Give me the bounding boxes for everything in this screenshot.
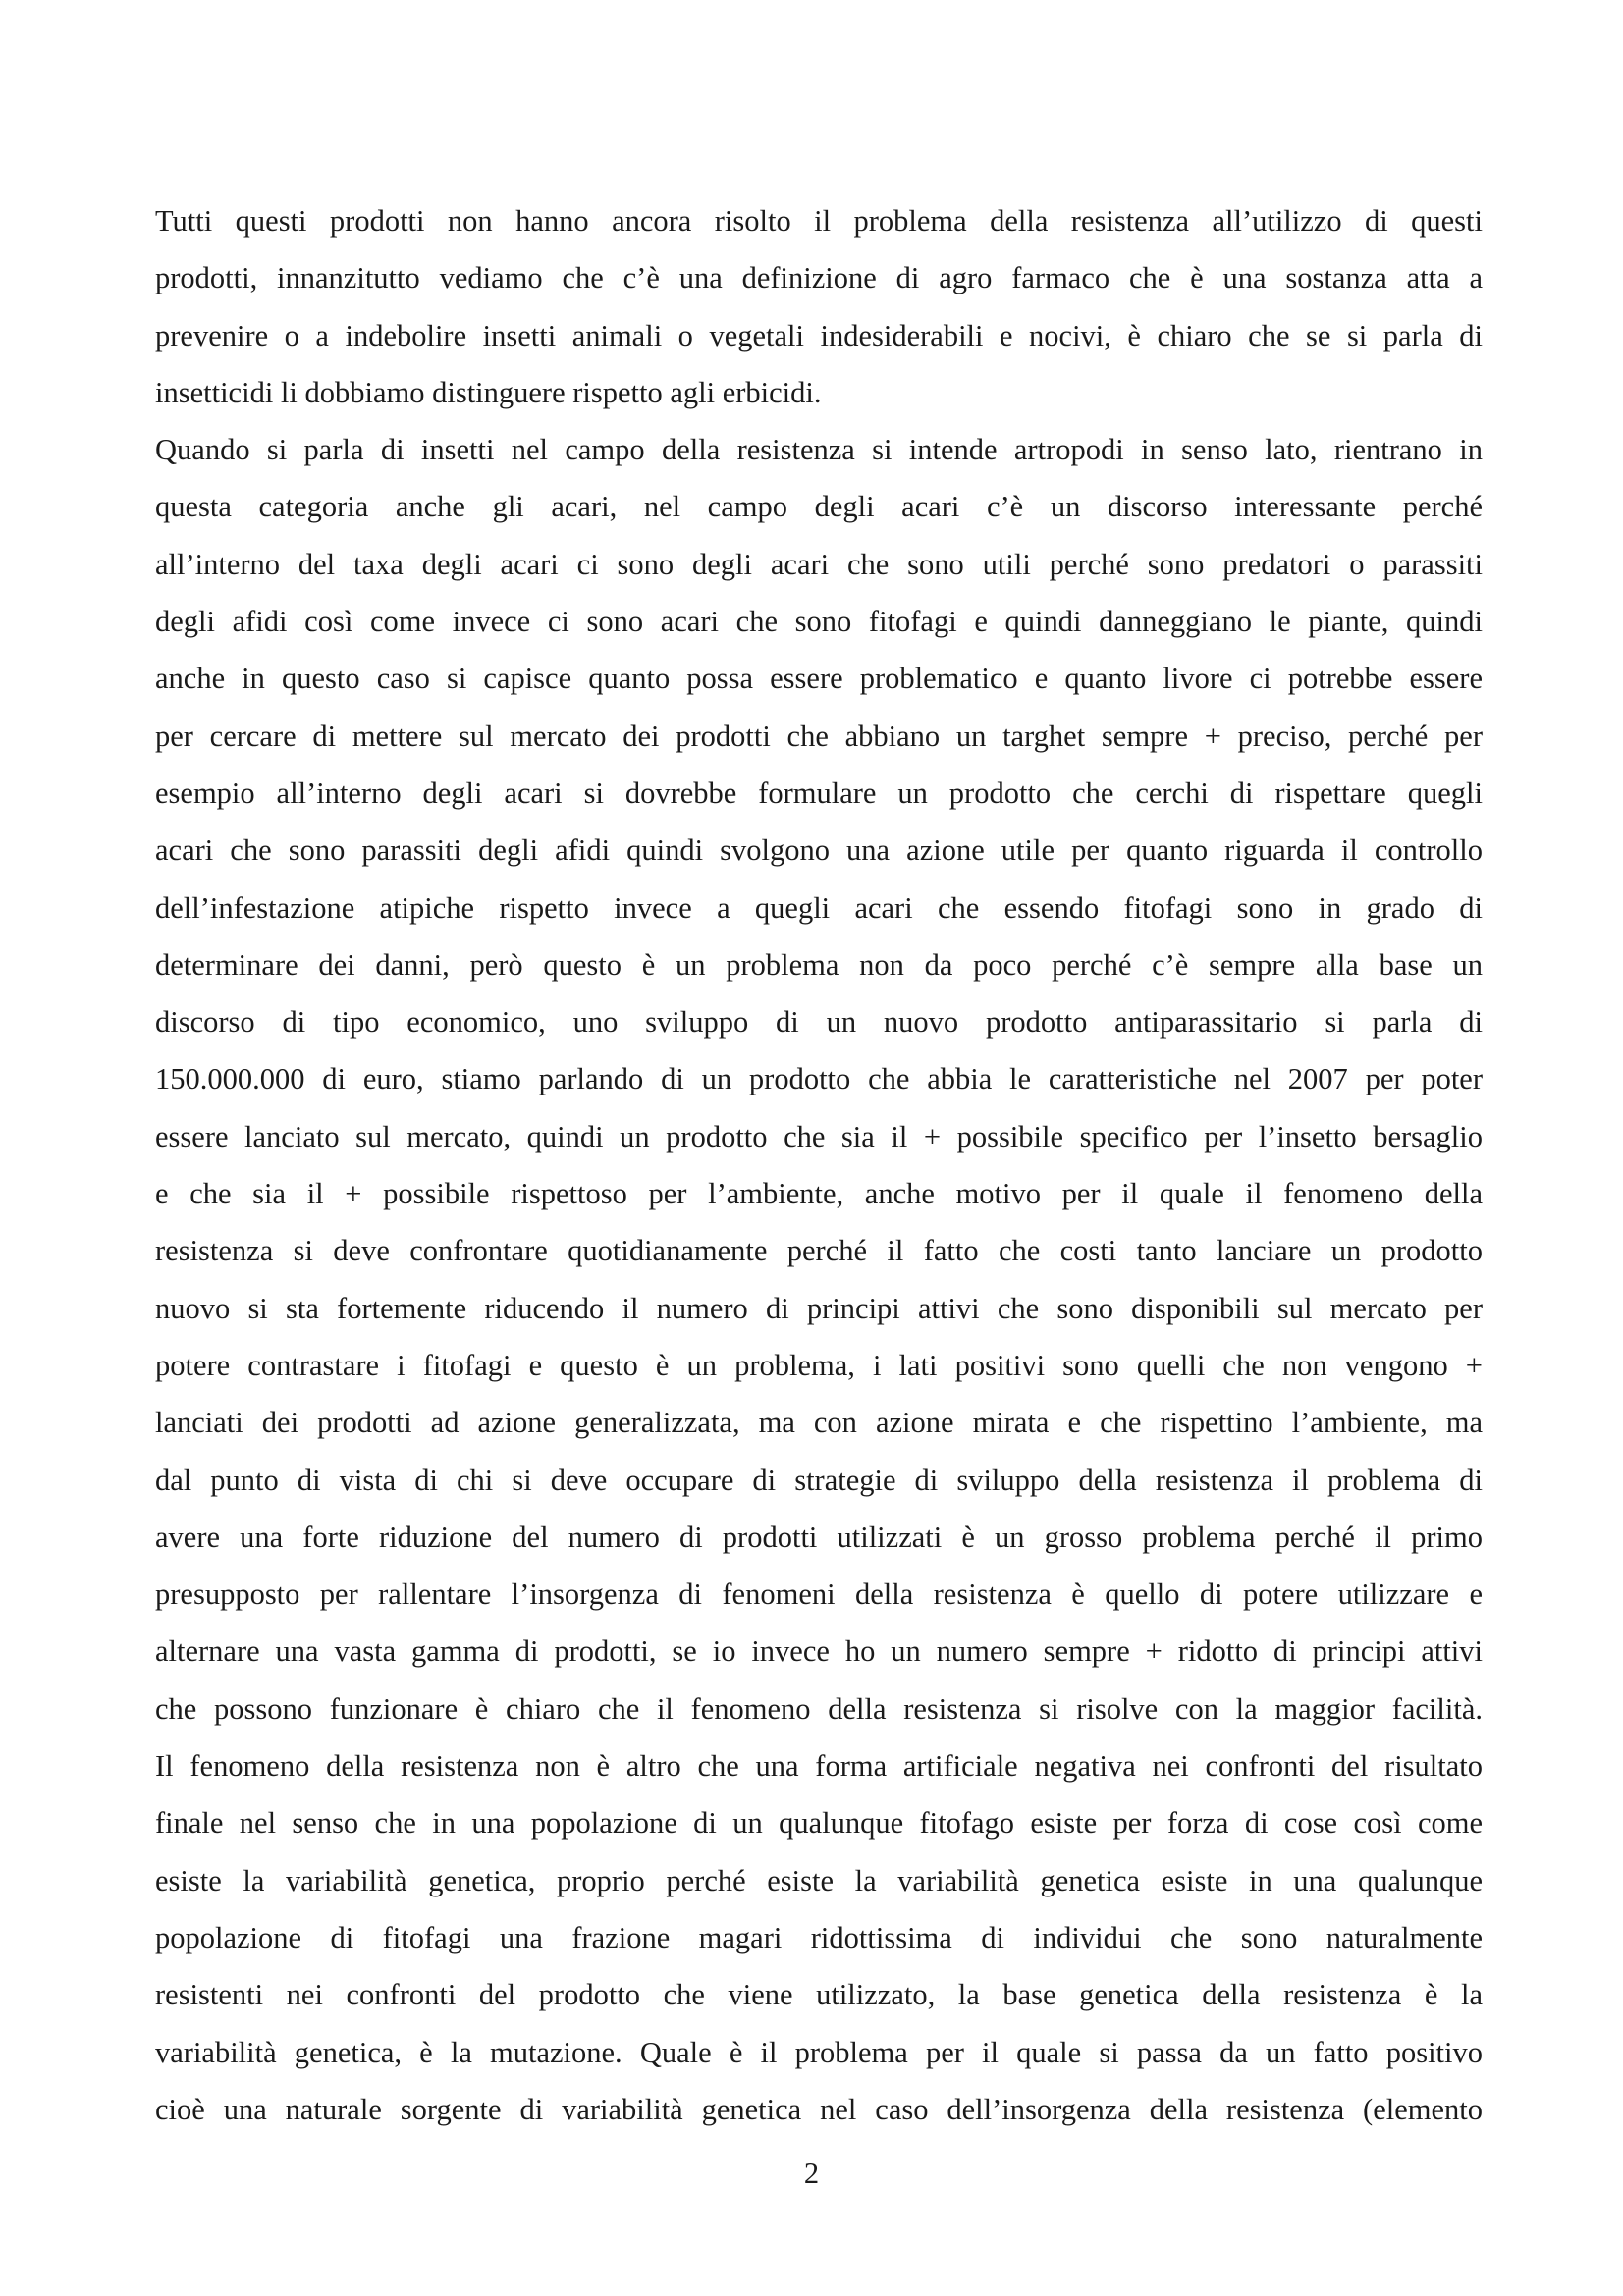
text-line: esempio all’interno degli acari si dovrebbe formulare un prodotto che cerchi di rispettare quegli bbox=[155, 775, 1483, 810]
body-text bbox=[155, 192, 1483, 2138]
text-line: degli afidi così come invece ci sono acari che sono fitofagi e quindi danneggiano le piante, quindi bbox=[155, 605, 1483, 639]
text-line: questa categoria anche gli acari, nel campo degli acari c’è un discorso interessante perché bbox=[155, 490, 1483, 524]
text-line: resistenti nei confronti del prodotto che viene utilizzato, la base genetica della resistenza è la bbox=[155, 1978, 1483, 2012]
text-line: avere una forte riduzione del numero di prodotti utilizzati è un grosso problema perché il primo bbox=[155, 1520, 1483, 1554]
text-line: variabilità genetica, è la mutazione. Quale è il problema per il quale si passa da un fatto positivo bbox=[155, 2035, 1483, 2069]
text-line: resistenza si deve confrontare quotidianamente perché il fatto che costi tanto lanciare un prodotto bbox=[155, 1234, 1483, 1268]
text-line: insetticidi li dobbiamo distinguere rispetto agli erbicidi. bbox=[155, 375, 822, 409]
text-line: per cercare di mettere sul mercato dei prodotti che abbiano un targhet sempre + preciso, perché per bbox=[155, 719, 1483, 753]
text-line: Tutti questi prodotti non hanno ancora risolto il problema della resistenza all’utilizzo di questi bbox=[155, 204, 1483, 238]
text-line: e che sia il + possibile rispettoso per l’ambiente, anche motivo per il quale il fenomeno della bbox=[155, 1177, 1483, 1211]
text-line: 150.000.000 di euro, stiamo parlando di un prodotto che abbia le caratteristiche nel 2007 per poter bbox=[155, 1062, 1483, 1096]
page-number: 2 bbox=[803, 2157, 820, 2190]
text-line: essere lanciato sul mercato, quindi un prodotto che sia il + possibile specifico per l’insetto bersaglio bbox=[155, 1119, 1483, 1153]
text-line: alternare una vasta gamma di prodotti, se io invece ho un numero sempre + ridotto di principi attivi bbox=[155, 1634, 1483, 1669]
text-line: popolazione di fitofagi una frazione magari ridottissima di individui che sono naturalmente bbox=[155, 1920, 1483, 1954]
text-line: prevenire o a indebolire insetti animali o vegetali indesiderabili e nocivi, è chiaro che se si parla di bbox=[155, 318, 1483, 352]
text-line: presupposto per rallentare l’insorgenza di fenomeni della resistenza è quello di potere utilizzare e bbox=[155, 1577, 1483, 1612]
text-line: dal punto di vista di chi si deve occupare di strategie di sviluppo della resistenza il problema di bbox=[155, 1463, 1483, 1497]
text-line: finale nel senso che in una popolazione di un qualunque fitofago esiste per forza di cose così come bbox=[155, 1806, 1483, 1841]
text-line: all’interno del taxa degli acari ci sono degli acari che sono utili perché sono predatori o parassiti bbox=[155, 547, 1483, 581]
text-line: che possono funzionare è chiaro che il fenomeno della resistenza si risolve con la maggior facilità. bbox=[155, 1691, 1483, 1726]
text-line: esiste la variabilità genetica, proprio perché esiste la variabilità genetica esiste in una qualunque bbox=[155, 1863, 1483, 1897]
text-line: lanciati dei prodotti ad azione generalizzata, ma con azione mirata e che rispettino l’ambiente, ma bbox=[155, 1406, 1483, 1440]
text-line: cioè una naturale sorgente di variabilità genetica nel caso dell’insorgenza della resistenza (elemento bbox=[155, 2092, 1483, 2126]
text-line: potere contrastare i fitofagi e questo è un problema, i lati positivi sono quelli che non vengono + bbox=[155, 1348, 1483, 1382]
text-line: acari che sono parassiti degli afidi quindi svolgono una azione utile per quanto riguarda il controllo bbox=[155, 833, 1483, 868]
text-line: anche in questo caso si capisce quanto possa essere problematico e quanto livore ci potrebbe essere bbox=[155, 662, 1483, 696]
text-line: determinare dei danni, però questo è un problema non da poco perché c’è sempre alla base un bbox=[155, 947, 1483, 982]
text-line: prodotti, innanzitutto vediamo che c’è una definizione di agro farmaco che è una sostanza atta a bbox=[155, 261, 1483, 295]
text-line: Il fenomeno della resistenza non è altro che una forma artificiale negativa nei confronti del risultato bbox=[155, 1749, 1483, 1784]
text-line: nuovo si sta fortemente riducendo il numero di principi attivi che sono disponibili sul mercato per bbox=[155, 1291, 1483, 1325]
text-line: discorso di tipo economico, uno sviluppo di un nuovo prodotto antiparassitario si parla di bbox=[155, 1005, 1483, 1040]
text-line: Quando si parla di insetti nel campo della resistenza si intende artropodi in senso lato, rientrano in bbox=[155, 433, 1483, 467]
text-line: dell’infestazione atipiche rispetto invece a quegli acari che essendo fitofagi sono in grado di bbox=[155, 890, 1483, 925]
